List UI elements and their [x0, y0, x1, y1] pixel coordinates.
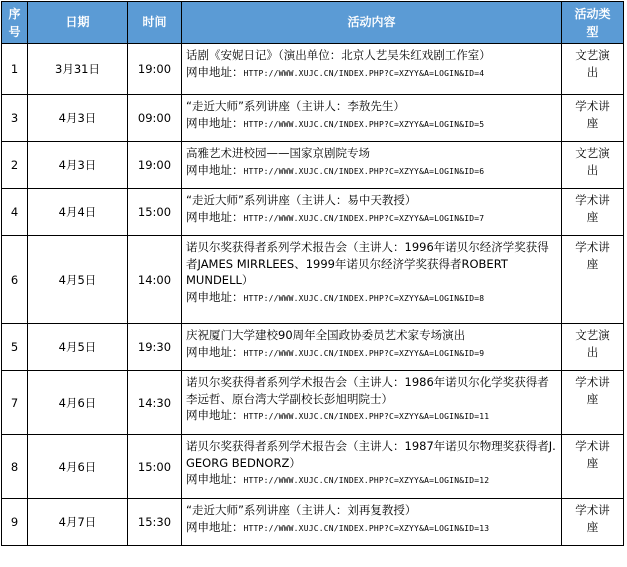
time-cell: 15:30 — [128, 499, 182, 546]
apply-url-label: 网申地址： — [186, 209, 244, 224]
type-cell: 学术讲座 — [562, 95, 624, 142]
activity-title: 诺贝尔奖获得者系列学术报告会（主讲人：1986年诺贝尔化学奖获得者李远哲、原台湾大学副校长彭旭明院士） — [186, 375, 549, 406]
header-seq: 序号 — [2, 2, 28, 44]
type-cell: 文艺演出 — [562, 142, 624, 189]
apply-url-line — [186, 344, 559, 363]
time-cell: 15:00 — [128, 189, 182, 236]
type-cell: 文艺演出 — [562, 44, 624, 95]
type-cell: 文艺演出 — [562, 324, 624, 371]
apply-url-label: 网申地址： — [186, 344, 244, 359]
table-row — [2, 371, 624, 435]
table-row — [2, 44, 624, 95]
apply-url-link[interactable]: HTTP://WWW.XUJC.CN/INDEX.PHP?C=XZYY&A=LOGIN&ID=5 — [243, 119, 485, 129]
apply-url-line — [186, 64, 559, 83]
header-row — [2, 2, 624, 44]
content-cell — [182, 499, 562, 546]
table-row — [2, 435, 624, 499]
apply-url-line — [186, 162, 559, 181]
date-cell: 4月4日 — [28, 189, 128, 236]
time-cell: 09:00 — [128, 95, 182, 142]
apply-url-link[interactable]: HTTP://WWW.XUJC.CN/INDEX.PHP?C=XZYY&A=LOGIN&ID=12 — [243, 476, 490, 485]
apply-url-line — [186, 209, 559, 228]
type-cell: 学术讲座 — [562, 371, 624, 435]
apply-url-link[interactable]: HTTP://WWW.XUJC.CN/INDEX.PHP?C=XZYY&A=LOGIN&ID=11 — [243, 412, 490, 421]
content-cell — [182, 371, 562, 435]
content-cell — [182, 435, 562, 499]
apply-url-line — [186, 407, 559, 426]
date-cell: 3月31日 — [28, 44, 128, 95]
activity-title: “走近大师”系列讲座（主讲人：刘再复教授） — [186, 503, 417, 517]
activity-title: “走近大师”系列讲座（主讲人：李敖先生） — [186, 99, 405, 113]
date-cell: 4月7日 — [28, 499, 128, 546]
activity-title: “走近大师”系列讲座（主讲人：易中天教授） — [186, 193, 417, 207]
seq-cell: 7 — [2, 371, 28, 435]
header-date: 日期 — [28, 2, 128, 44]
apply-url-line — [186, 115, 559, 134]
schedule-table — [1, 1, 624, 546]
seq-cell: 2 — [2, 142, 28, 189]
apply-url-link[interactable]: HTTP://WWW.XUJC.CN/INDEX.PHP?C=XZYY&A=LOGIN&ID=8 — [243, 293, 485, 303]
activity-title: 高雅艺术进校园——国家京剧院专场 — [186, 146, 370, 160]
type-cell: 学术讲座 — [562, 499, 624, 546]
apply-url-line — [186, 289, 559, 308]
seq-cell: 6 — [2, 236, 28, 324]
time-cell: 15:00 — [128, 435, 182, 499]
date-cell: 4月6日 — [28, 435, 128, 499]
header-content: 活动内容 — [182, 2, 562, 44]
date-cell: 4月5日 — [28, 324, 128, 371]
apply-url-link[interactable]: HTTP://WWW.XUJC.CN/INDEX.PHP?C=XZYY&A=LOGIN&ID=7 — [243, 213, 485, 223]
table-row — [2, 142, 624, 189]
apply-url-label: 网申地址： — [186, 64, 244, 79]
activity-title: 诺贝尔奖获得者系列学术报告会（主讲人：1987年诺贝尔物理奖获得者J. GEORG BEDNORZ） — [186, 439, 556, 470]
seq-cell: 5 — [2, 324, 28, 371]
type-cell: 学术讲座 — [562, 236, 624, 324]
apply-url-link[interactable]: HTTP://WWW.XUJC.CN/INDEX.PHP?C=XZYY&A=LOGIN&ID=6 — [243, 166, 485, 176]
apply-url-label: 网申地址： — [186, 519, 244, 534]
table-row — [2, 499, 624, 546]
table-row — [2, 189, 624, 236]
seq-cell: 1 — [2, 44, 28, 95]
content-cell — [182, 44, 562, 95]
apply-url-line — [186, 471, 559, 490]
time-cell: 19:00 — [128, 142, 182, 189]
content-cell — [182, 324, 562, 371]
table-row — [2, 236, 624, 324]
apply-url-line — [186, 519, 559, 538]
seq-cell: 9 — [2, 499, 28, 546]
time-cell: 14:30 — [128, 371, 182, 435]
seq-cell: 3 — [2, 95, 28, 142]
seq-cell: 8 — [2, 435, 28, 499]
activity-title: 庆祝厦门大学建校90周年全国政协委员艺术家专场演出 — [186, 328, 466, 342]
content-cell — [182, 142, 562, 189]
table-row — [2, 324, 624, 371]
date-cell: 4月3日 — [28, 142, 128, 189]
time-cell: 14:00 — [128, 236, 182, 324]
content-cell — [182, 95, 562, 142]
date-cell: 4月6日 — [28, 371, 128, 435]
date-cell: 4月3日 — [28, 95, 128, 142]
content-cell — [182, 236, 562, 324]
apply-url-link[interactable]: HTTP://WWW.XUJC.CN/INDEX.PHP?C=XZYY&A=LOGIN&ID=13 — [243, 523, 490, 533]
apply-url-label: 网申地址： — [186, 162, 244, 177]
seq-cell: 4 — [2, 189, 28, 236]
activity-title: 诺贝尔奖获得者系列学术报告会（主讲人：1996年诺贝尔经济学奖获得者JAMES MIRRLEES、1999年诺贝尔经济学奖获得者ROBERT MUNDELL） — [186, 240, 549, 287]
type-cell: 学术讲座 — [562, 435, 624, 499]
apply-url-label: 网申地址： — [186, 115, 244, 130]
time-cell: 19:30 — [128, 324, 182, 371]
type-cell: 学术讲座 — [562, 189, 624, 236]
apply-url-label: 网申地址： — [186, 408, 244, 422]
table-row — [2, 95, 624, 142]
apply-url-link[interactable]: HTTP://WWW.XUJC.CN/INDEX.PHP?C=XZYY&A=LOGIN&ID=9 — [243, 348, 485, 358]
content-cell — [182, 189, 562, 236]
apply-url-label: 网申地址： — [186, 472, 244, 486]
time-cell: 19:00 — [128, 44, 182, 95]
date-cell: 4月5日 — [28, 236, 128, 324]
header-time: 时间 — [128, 2, 182, 44]
apply-url-label: 网申地址： — [186, 289, 244, 304]
header-type: 活动类型 — [562, 2, 624, 44]
apply-url-link[interactable]: HTTP://WWW.XUJC.CN/INDEX.PHP?C=XZYY&A=LOGIN&ID=4 — [243, 68, 485, 78]
activity-title: 话剧《安妮日记》（演出单位：北京人艺吴朱红戏剧工作室） — [186, 48, 491, 62]
